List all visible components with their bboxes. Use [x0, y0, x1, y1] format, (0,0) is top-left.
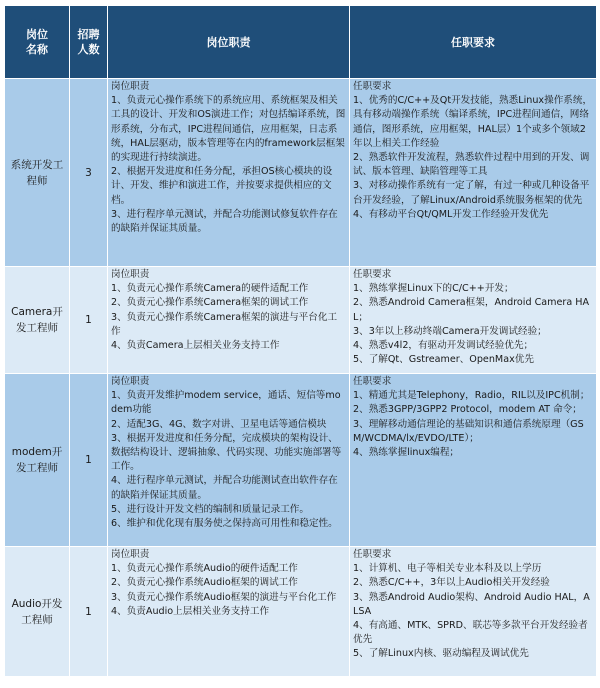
position-name: Camera开 发工程师	[5, 267, 70, 374]
headcount: 1	[70, 374, 108, 547]
job-table	[4, 5, 597, 677]
table-row	[5, 79, 597, 267]
position-name: Audio开发 工程师	[5, 547, 70, 677]
table-row	[5, 374, 597, 547]
header-position: 岗位 名称	[5, 6, 70, 79]
table-row	[5, 267, 597, 374]
headcount: 3	[70, 79, 108, 267]
requirements-cell: 任职要求 1、优秀的C/C++及Qt开发技能，熟悉Linux操作系统，具有移动端操作系统（编译系统，IPC进程间通信，网络通信，图形系统，应用框架，HAL层）1个或多个领域2年以上相关工作经验 2、熟悉软件开发流程，熟悉软件过程中用到的开发、调试、版本管理、缺陷管理等工具 3、对移动操作系统有一定了解，有过一种或几种设备平台开发经验，了解Linux/Android系统服务框架的优先 4、有移动平台Qt/QML开发工作经验开发优先	[350, 79, 597, 267]
position-name: modem开 发工程师	[5, 374, 70, 547]
position-name: 系统开发工 程师	[5, 79, 70, 267]
header-requirements: 任职要求	[350, 6, 597, 79]
requirements-cell: 任职要求 1、精通尤其是Telephony，Radio，RIL以及IPC机制； 2、熟悉3GPP/3GPP2 Protocol，modem AT 命令； 3、理解移动通信理论的基础知识和通信系统原理（GSM/WCDMA/lx/EVDO/LTE）； 4、熟练掌握linux编程；	[350, 374, 597, 547]
duties-cell: 岗位职责 1、负责开发维护modem service，通话、短信等modem功能 2、适配3G、4G、数字对讲、卫星电话等通信模块 3、根据开发进度和任务分配，完成模块的架构设计、数据结构设计、逻辑抽象、代码实现、功能实施部署等工作。 4、进行程序单元测试，并配合功能测试查出软件存在的缺陷并保证其质量。 5、进行设计开发文档的编制和质量记录工作。 6、维护和优化现有服务使之保持高可用性和稳定性。	[108, 374, 350, 547]
duties-cell: 岗位职责 1、负责元心操作系统Audio的硬件适配工作 2、负责元心操作系统Audio框架的调试工作 3、负责元心操作系统Audio框架的演进与平台化工作 4、负责Audio上层相关业务支持工作	[108, 547, 350, 677]
headcount: 1	[70, 267, 108, 374]
header-count: 招聘 人数	[70, 6, 108, 79]
table-row	[5, 547, 597, 677]
requirements-cell: 任职要求 1、熟练掌握Linux下的C/C++开发； 2、熟悉Android Camera框架，Android Camera HAL； 3、3年以上移动终端Camera开发调试经验； 4、熟悉v4l2，有驱动开发调试经验优先； 5、了解Qt、Gstreamer、OpenMax优先	[350, 267, 597, 374]
header-duties: 岗位职责	[108, 6, 350, 79]
header-row	[5, 6, 597, 79]
duties-cell: 岗位职责 1、负责元心操作系统Camera的硬件适配工作 2、负责元心操作系统Camera框架的调试工作 3、负责元心操作系统Camera框架的演进与平台化工作 4、负责Camera上层相关业务支持工作	[108, 267, 350, 374]
headcount: 1	[70, 547, 108, 677]
requirements-cell: 任职要求 1、计算机、电子等相关专业本科及以上学历 2、熟悉C/C++，3年以上Audio相关开发经验 3、熟悉Android Audio架构、Android Audio HAL，ALSA 4、有高通、MTK、SPRD、联芯等多款平台开发经验者优先 5、了解Linux内核、驱动编程及调试优先	[350, 547, 597, 677]
duties-cell: 岗位职责 1、负责元心操作系统下的系统应用、系统框架及相关工具的设计、开发和OS演进工作；对包括编译系统，图形系统，分布式，IPC进程间通信，应用框架，日志系统，HAL层驱动，版本管理等在内的framework层框架的实现进行持续演进。 2、根据开发进度和任务分配，承担OS核心模块的设计、开发、维护和演进工作，并按要求提供相应的文档。 3、进行程序单元测试，并配合功能测试修复软件存在的缺陷并保证其质量。	[108, 79, 350, 267]
